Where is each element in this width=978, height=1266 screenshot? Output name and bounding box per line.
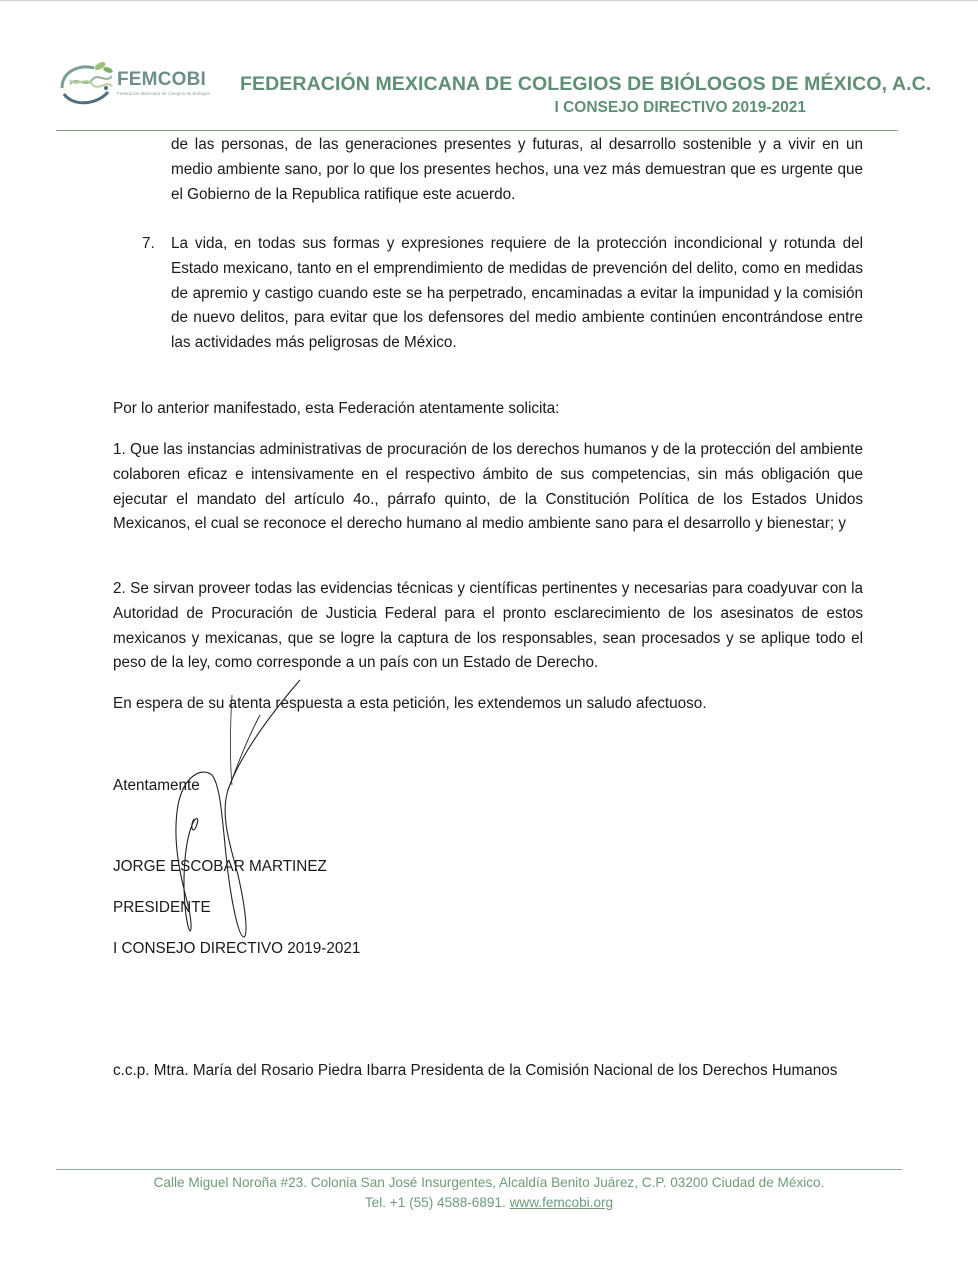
page-top-border [0,0,978,1]
footer-phone: Tel. +1 (55) 4588-6891. [364,1195,506,1210]
letterhead-subtitle: I CONSEJO DIRECTIVO 2019-2021 [554,99,806,116]
request-intro: Por lo anterior manifestado, esta Federación atentamente solicita: [113,400,560,417]
salutation: Atentamente [113,777,200,794]
signer-board: I CONSEJO DIRECTIVO 2019-2021 [113,940,361,957]
continuation-paragraph: de las personas, de las generaciones presentes y futuras, al desarrollo sostenible y a vivir en un medio ambiente sano, por lo que los presentes hechos, una vez más demuestran que es urgente que el Gobierno de la Republica ratifique este acuerdo. [171,136,863,203]
request-2: 2. Se sirvan proveer todas las evidencias técnicas y científicas pertinentes y necesarias para coadyuvar con la Autoridad de Procuración de Justicia Federal para el pronto esclarecimiento de los asesinatos de estos mexicanos y mexicanas, que se logre la captura de los responsables, sean procesados y se aplique todo el peso de la ley, como corresponde a un país con un Estado de Derecho. [113,580,863,672]
list-item-7-text: La vida, en todas sus formas y expresiones requiere de la protección incondicional y rotunda del Estado mexicano, tanto en el emprendimiento de medidas de prevención del delito, como en medidas de apremio y castigo cuando este se ha perpetrado, encaminadas a evitar la impunidad y la comisión de nuevo delitos, para evitar que los defensores del medio ambiente continúen encontrándose entre las actividades más peligrosas de México. [171,235,863,352]
website-link[interactable]: www.femcobi.org [509,1195,614,1210]
logo-text: FEMCOBI [117,69,207,90]
footer-contact [0,1195,978,1210]
footer-address: Calle Miguel Noroña #23. Colonia San José Insurgentes, Alcaldía Benito Juárez, C.P. 03200 Ciudad de México. [153,1175,825,1190]
list-item-number: 7. [142,235,155,252]
footer-divider [56,1169,902,1170]
signer-name: JORGE ESCOBAR MARTINEZ [113,858,327,875]
logo-subtext: Federación Mexicana de Colegios de Biólogos [117,91,210,96]
header-divider [56,130,898,131]
ccp-note: c.c.p. Mtra. María del Rosario Piedra Ibarra Presidenta de la Comisión Nacional de los Derechos Humanos [113,1062,838,1079]
closing-line: En espera de su atenta respuesta a esta petición, les extendemos un saludo afectuoso. [113,695,707,712]
request-1: 1. Que las instancias administrativas de procuración de los derechos humanos y de la protección del ambiente colaboren eficaz e intensivamente en el respectivo ámbito de sus competencias, sin más obligación que ejecutar el mandato del artículo 4o., párrafo quinto, de la Constitución Política de los Estados Unidos Mexicanos, el cual se reconoce el derecho humano al medio ambiente sano para el desarrollo y bienestar; y [113,441,863,533]
handwritten-signature-icon [160,675,320,965]
signer-position: PRESIDENTE [113,899,211,916]
letterhead-title: FEDERACIÓN MEXICANA DE COLEGIOS DE BIÓLOGOS DE MÉXICO, A.C. [240,73,932,95]
